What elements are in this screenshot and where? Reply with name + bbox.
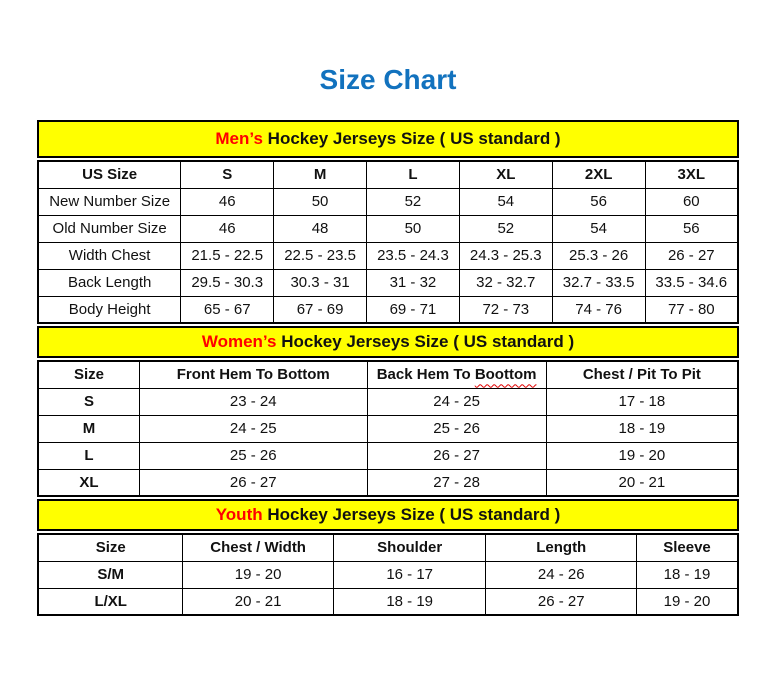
youth-table-caption	[37, 499, 739, 531]
mens-cell: 50	[367, 215, 460, 242]
womens-row-2	[38, 442, 738, 469]
mens-cell: 67 - 69	[274, 296, 367, 323]
mens-cell: 33.5 - 34.6	[645, 269, 738, 296]
womens-cell: 25 - 26	[367, 415, 546, 442]
mens-cell: 32.7 - 33.5	[552, 269, 645, 296]
mens-header-row	[38, 161, 738, 188]
mens-cell: 46	[181, 215, 274, 242]
page-title: Size Chart	[319, 64, 457, 95]
youth-col-header-1: Chest / Width	[183, 534, 334, 561]
mens-cell: 52	[367, 188, 460, 215]
womens-caption-highlight: Women’s	[201, 332, 277, 351]
mens-row-3	[38, 269, 738, 296]
mens-row-label: Old Number Size	[38, 215, 181, 242]
youth-cell: 20 - 21	[183, 588, 334, 615]
womens-cell: 27 - 28	[367, 469, 546, 496]
womens-cell: 26 - 27	[367, 442, 546, 469]
womens-cell: 24 - 25	[367, 388, 546, 415]
womens-cell: 17 - 18	[546, 388, 738, 415]
mens-cell: 46	[181, 188, 274, 215]
mens-cell: 31 - 32	[367, 269, 460, 296]
mens-cell: 65 - 67	[181, 296, 274, 323]
youth-col-header-4: Sleeve	[636, 534, 738, 561]
youth-section	[37, 499, 739, 616]
mens-cell: 26 - 27	[645, 242, 738, 269]
womens-row-label: S	[38, 388, 140, 415]
mens-cell: 32 - 32.7	[459, 269, 552, 296]
youth-cell: 26 - 27	[486, 588, 637, 615]
mens-cell: 48	[274, 215, 367, 242]
mens-cell: 54	[459, 188, 552, 215]
size-chart-container	[37, 120, 739, 616]
womens-row-1	[38, 415, 738, 442]
womens-header-row	[38, 361, 738, 388]
womens-cell: 26 - 27	[140, 469, 368, 496]
mens-col-header-5: 2XL	[552, 161, 645, 188]
mens-row-label: Back Length	[38, 269, 181, 296]
youth-col-header-0: Size	[38, 534, 183, 561]
mens-cell: 52	[459, 215, 552, 242]
youth-row-1	[38, 588, 738, 615]
womens-cell: 24 - 25	[140, 415, 368, 442]
womens-col-header-1: Front Hem To Bottom	[140, 361, 368, 388]
mens-cell: 77 - 80	[645, 296, 738, 323]
mens-cell: 25.3 - 26	[552, 242, 645, 269]
youth-size-table	[37, 533, 739, 616]
youth-row-label: S/M	[38, 561, 183, 588]
womens-col-header-text: Back Hem To	[376, 366, 475, 384]
mens-row-0	[38, 188, 738, 215]
youth-cell: 18 - 19	[636, 561, 738, 588]
womens-row-label: L	[38, 442, 140, 469]
youth-cell: 24 - 26	[486, 561, 637, 588]
misspelled-word: Boottom	[474, 366, 537, 384]
mens-cell: 24.3 - 25.3	[459, 242, 552, 269]
youth-row-0	[38, 561, 738, 588]
youth-header-row	[38, 534, 738, 561]
womens-cell: 25 - 26	[140, 442, 368, 469]
mens-col-header-1: S	[181, 161, 274, 188]
mens-col-header-4: XL	[459, 161, 552, 188]
mens-cell: 50	[274, 188, 367, 215]
womens-caption-rest: Hockey Jerseys Size ( US standard )	[276, 332, 575, 351]
youth-cell: 16 - 17	[333, 561, 486, 588]
womens-row-label: XL	[38, 469, 140, 496]
mens-col-header-0: US Size	[38, 161, 181, 188]
womens-size-table	[37, 360, 739, 497]
mens-row-label: Body Height	[38, 296, 181, 323]
mens-col-header-6: 3XL	[645, 161, 738, 188]
mens-cell: 54	[552, 215, 645, 242]
mens-cell: 22.5 - 23.5	[274, 242, 367, 269]
mens-cell: 30.3 - 31	[274, 269, 367, 296]
youth-col-header-2: Shoulder	[333, 534, 486, 561]
mens-section	[37, 120, 739, 324]
womens-cell: 19 - 20	[546, 442, 738, 469]
youth-cell: 19 - 20	[183, 561, 334, 588]
mens-cell: 21.5 - 22.5	[181, 242, 274, 269]
womens-section	[37, 326, 739, 497]
mens-col-header-2: M	[274, 161, 367, 188]
womens-row-0	[38, 388, 738, 415]
mens-col-header-3: L	[367, 161, 460, 188]
youth-caption-rest: Hockey Jerseys Size ( US standard )	[262, 505, 561, 524]
mens-row-1	[38, 215, 738, 242]
mens-cell: 60	[645, 188, 738, 215]
mens-cell: 29.5 - 30.3	[181, 269, 274, 296]
youth-caption-highlight: Youth	[215, 505, 263, 524]
womens-cell: 20 - 21	[546, 469, 738, 496]
mens-caption-highlight: Men’s	[215, 129, 263, 148]
mens-cell: 72 - 73	[459, 296, 552, 323]
mens-row-label: Width Chest	[38, 242, 181, 269]
womens-table-caption	[37, 326, 739, 358]
mens-caption-rest: Hockey Jerseys Size ( US standard )	[262, 129, 561, 148]
mens-cell: 23.5 - 24.3	[367, 242, 460, 269]
womens-row-label: M	[38, 415, 140, 442]
womens-row-3	[38, 469, 738, 496]
mens-cell: 74 - 76	[552, 296, 645, 323]
womens-col-header-2	[367, 361, 546, 388]
youth-cell: 19 - 20	[636, 588, 738, 615]
womens-cell: 18 - 19	[546, 415, 738, 442]
womens-col-header-3: Chest / Pit To Pit	[546, 361, 738, 388]
mens-size-table	[37, 160, 739, 324]
mens-table-caption	[37, 120, 739, 158]
womens-cell: 23 - 24	[140, 388, 368, 415]
mens-row-4	[38, 296, 738, 323]
mens-cell: 56	[552, 188, 645, 215]
youth-row-label: L/XL	[38, 588, 183, 615]
youth-col-header-3: Length	[486, 534, 637, 561]
mens-cell: 69 - 71	[367, 296, 460, 323]
youth-cell: 18 - 19	[333, 588, 486, 615]
mens-cell: 56	[645, 215, 738, 242]
womens-col-header-0: Size	[38, 361, 140, 388]
mens-row-label: New Number Size	[38, 188, 181, 215]
mens-row-2	[38, 242, 738, 269]
